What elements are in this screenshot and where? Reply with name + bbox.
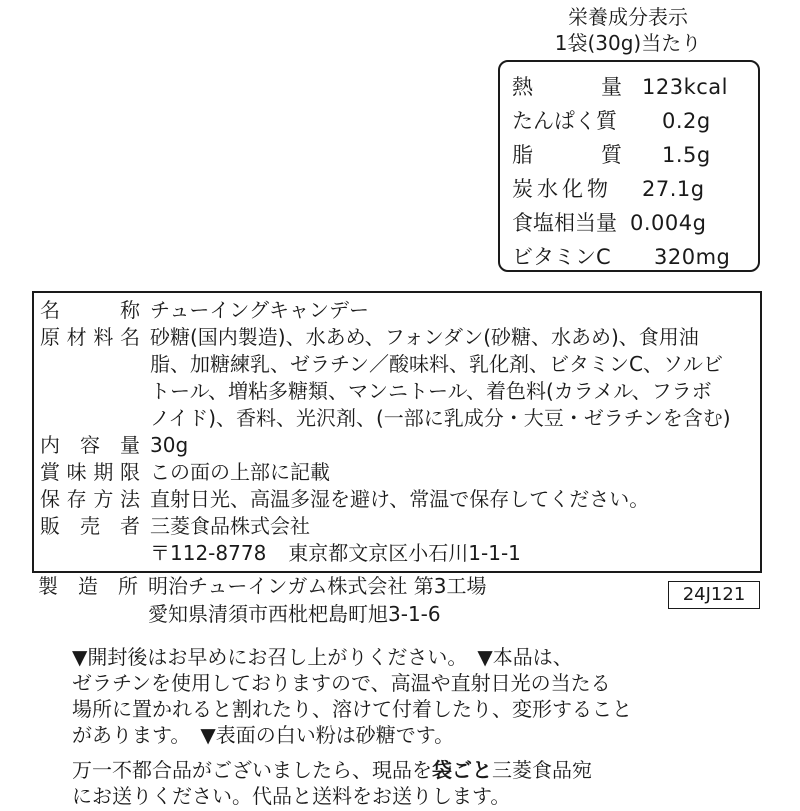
product-info-table bbox=[32, 291, 762, 573]
nutrition-value: 0.004g bbox=[630, 211, 707, 235]
info-label: 名 称 bbox=[40, 298, 140, 322]
nutrition-label: 炭水化物 bbox=[512, 177, 612, 201]
info-label: 原 材 料 名 bbox=[40, 325, 140, 349]
caution-notice: ▼開封後はお早めにお召し上がりください。 ▼本品は、 ゼラチンを使用しておりますので、高温や直射日光の当たる 場所に置かれると割れたり、溶けて付着したり、変形すること があります。 ▼表面の白い粉は砂糖です。 bbox=[72, 645, 632, 747]
manufacturer-details bbox=[148, 572, 486, 628]
nutrition-label: 熱 量 bbox=[512, 75, 622, 99]
nutrition-value: 123kcal bbox=[642, 75, 728, 99]
storage-instructions: 直射日光、高温多湿を避け、常温で保存してください。 bbox=[150, 487, 650, 511]
nutrition-value: 320mg bbox=[654, 245, 731, 269]
nutrition-table bbox=[498, 60, 760, 272]
manufacturer-name: 明治チューインガム株式会社 第3工場 bbox=[148, 574, 487, 598]
return-policy: 万一不都合品がございましたら、現品を袋ごと三菱食品宛 にお送りください。代品と送料をお送りします。 bbox=[72, 758, 592, 808]
nutrition-value: 27.1g bbox=[642, 177, 705, 201]
info-label: 内 容 量 bbox=[40, 433, 140, 457]
nutrition-value: 0.2g bbox=[662, 109, 711, 133]
info-label: 賞 味 期 限 bbox=[40, 460, 140, 484]
nutrition-serving: 1袋(30g)当たり bbox=[554, 31, 702, 55]
nutrition-label: たんぱく質 bbox=[512, 109, 617, 133]
nutrition-row-protein bbox=[512, 106, 752, 136]
nutrition-row-fat bbox=[512, 140, 752, 170]
nutrition-title: 栄養成分表示 bbox=[568, 5, 688, 29]
seller-postal-code: 〒112-8778 bbox=[150, 541, 267, 565]
nutrition-row-salt bbox=[512, 208, 752, 238]
nutrition-row-energy bbox=[512, 72, 752, 102]
bold-emphasis: 袋ごと bbox=[432, 758, 492, 782]
seller-street: 東京都文京区小石川1-1-1 bbox=[288, 541, 521, 565]
lot-code-box: 24J121 bbox=[668, 581, 760, 609]
net-contents: 30g bbox=[150, 433, 189, 457]
seller-address bbox=[150, 540, 750, 567]
info-label: 販 売 者 bbox=[40, 514, 140, 538]
product-name: チューイングキャンデー bbox=[150, 298, 369, 322]
ingredients-list: 砂糖(国内製造)、水あめ、フォンダン(砂糖、水あめ)、食用油 脂、加糖練乳、ゼラチン／酸味料、乳化剤、ビタミンC、ソルビ トール、増粘多糖類、マンニトール、着色料(カラメル、フラボ ノイド)、香料、光沢剤、(一部に乳成分・大豆・ゼラチンを含む) bbox=[150, 325, 731, 430]
best-before: この面の上部に記載 bbox=[150, 460, 330, 484]
nutrition-label: ビタミンC bbox=[512, 245, 611, 269]
nutrition-value: 1.5g bbox=[662, 143, 711, 167]
manufacturer-label: 製 造 所 bbox=[38, 574, 138, 598]
manufacturer-address: 愛知県清須市西枇杷島町旭3-1-6 bbox=[148, 602, 441, 626]
info-label: 保 存 方 法 bbox=[40, 487, 140, 511]
nutrition-row-carbohydrate bbox=[512, 174, 752, 204]
nutrition-row-vitamin-c bbox=[512, 242, 752, 272]
seller-name: 三菱食品株式会社 bbox=[150, 514, 310, 538]
nutrition-label: 食塩相当量 bbox=[512, 211, 617, 235]
nutrition-label: 脂 質 bbox=[512, 143, 622, 167]
